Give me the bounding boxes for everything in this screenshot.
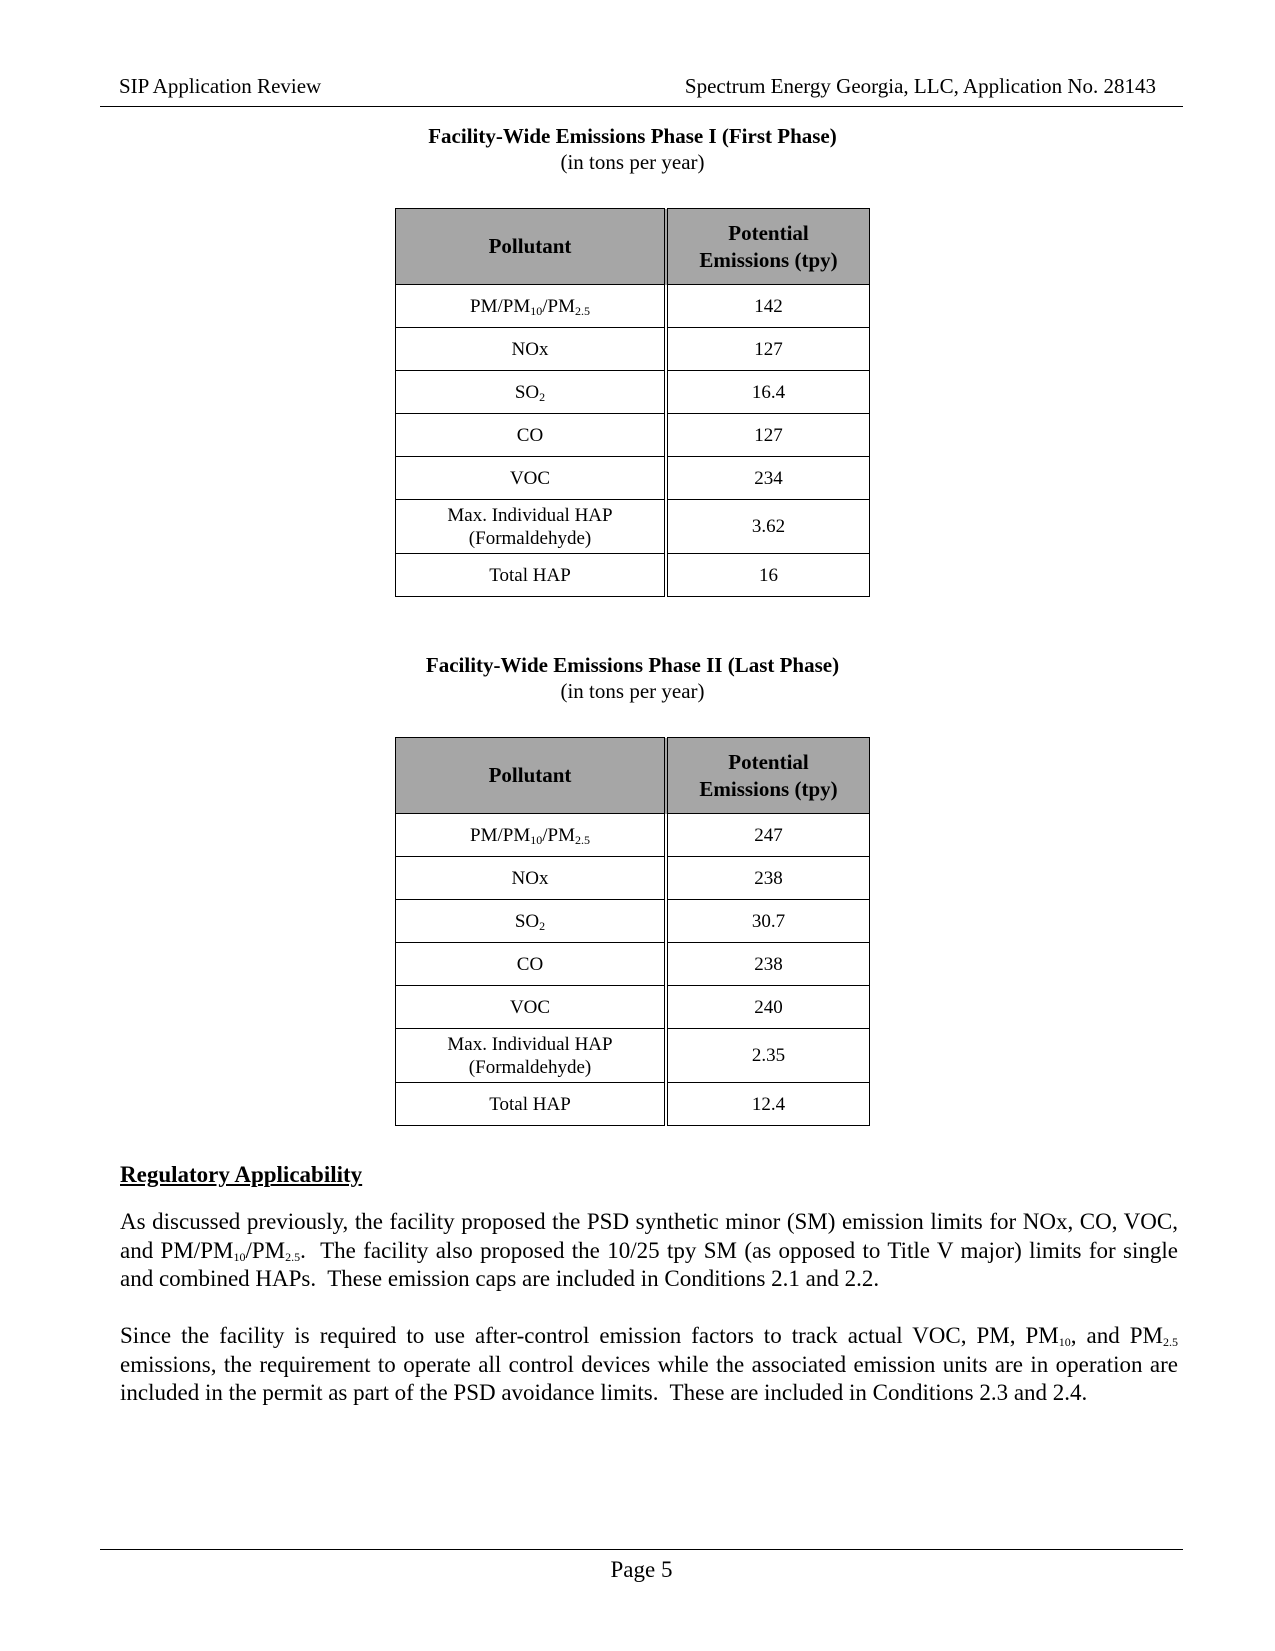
value-cell: 240 <box>666 986 870 1029</box>
table2-title: Facility-Wide Emissions Phase II (Last Phase) <box>425 653 840 677</box>
pollutant-cell: VOC <box>396 986 667 1029</box>
value-cell: 127 <box>666 328 870 371</box>
pollutant-cell: NOx <box>396 857 667 900</box>
value-cell: 238 <box>666 857 870 900</box>
pollutant-cell: $PM/PM_{10}/PM_{2.5}$ <box>396 814 667 857</box>
page-number: Page 5 <box>610 1557 673 1582</box>
table-row <box>396 371 870 414</box>
table1-col-emissions-line2: Emissions (tpy) <box>699 247 838 272</box>
paragraph-1: As discussed previously, the facility proposed the PSD synthetic minor (SM) emission limits for NOx, CO, VOC, and $PM/PM_{10}/PM_{2.5}$. The facility also proposed the 10/25 tpy SM (as opposed to Title V major) limits for single and combined HAPs. These emission caps are included in Conditions 2.1 and 2.2. <box>120 1209 1178 1291</box>
header-left-text: SIP Application Review <box>119 74 322 98</box>
pollutant-cell: $SO_2$ <box>396 900 667 943</box>
pollutant-cell: $SO_2$ <box>396 371 667 414</box>
table-row <box>396 814 870 857</box>
header-right-text: Spectrum Energy Georgia, LLC, Application No. 28143 <box>684 74 1156 98</box>
table1-title: Facility-Wide Emissions Phase I (First Phase) <box>428 124 837 148</box>
table2-block <box>395 652 870 1115</box>
value-cell: 12.4 <box>666 1083 870 1126</box>
paragraph-2: Since the facility is required to use after-control emission factors to track actual VOC, PM, $PM_{10}$, and $PM_{2.5}$ emissions, the requirement to operate all control devices while the associated emission units are in operation are included in the permit as part of the PSD avoidance limits. These are included in Conditions 2.3 and 2.4. <box>120 1323 1178 1405</box>
section-heading: Regulatory Applicability <box>120 1162 363 1187</box>
pollutant-cell: VOC <box>396 457 667 500</box>
table-row <box>396 328 870 371</box>
table-row <box>396 414 870 457</box>
pollutant-cell: CO <box>396 414 667 457</box>
pollutant-cell: CO <box>396 943 667 986</box>
table1-col-emissions-line1: Potential <box>728 220 809 245</box>
table2 <box>395 737 870 1126</box>
table1-block <box>395 123 870 586</box>
pollutant-cell: NOx <box>396 328 667 371</box>
table-row <box>396 857 870 900</box>
table-row <box>396 457 870 500</box>
table-row <box>396 1029 870 1083</box>
table2-col-emissions <box>666 738 870 814</box>
table1-subtitle: (in tons per year) <box>560 150 705 174</box>
pollutant-cell: Total HAP <box>396 1083 667 1126</box>
value-cell: 238 <box>666 943 870 986</box>
value-cell: 247 <box>666 814 870 857</box>
table2-header-row <box>396 738 870 814</box>
pollutant-cell: Total HAP <box>396 554 667 597</box>
table2-col-emissions-line1: Potential <box>728 749 809 774</box>
pollutant-cell: Max. Individual HAP (Formaldehyde) <box>396 1029 667 1083</box>
table-row <box>396 900 870 943</box>
table1 <box>395 208 870 597</box>
value-cell: 127 <box>666 414 870 457</box>
table2-col-emissions-line2: Emissions (tpy) <box>699 776 838 801</box>
table-row <box>396 554 870 597</box>
table-row <box>396 986 870 1029</box>
table-row <box>396 285 870 328</box>
table2-subtitle: (in tons per year) <box>560 679 705 703</box>
footer-rule <box>100 1549 1183 1550</box>
page-header <box>100 72 1183 107</box>
table1-header-row <box>396 209 870 285</box>
value-cell: 142 <box>666 285 870 328</box>
table2-col-pollutant: Pollutant <box>396 738 667 814</box>
table-row <box>396 1083 870 1126</box>
pollutant-cell: $PM/PM_{10}/PM_{2.5}$ <box>396 285 667 328</box>
pollutant-cell: Max. Individual HAP (Formaldehyde) <box>396 500 667 554</box>
value-cell: 16.4 <box>666 371 870 414</box>
value-cell: 234 <box>666 457 870 500</box>
value-cell: 3.62 <box>666 500 870 554</box>
value-cell: 16 <box>666 554 870 597</box>
table-row <box>396 500 870 554</box>
value-cell: 30.7 <box>666 900 870 943</box>
table1-col-pollutant: Pollutant <box>396 209 667 285</box>
table1-col-emissions <box>666 209 870 285</box>
table-row <box>396 943 870 986</box>
value-cell: 2.35 <box>666 1029 870 1083</box>
